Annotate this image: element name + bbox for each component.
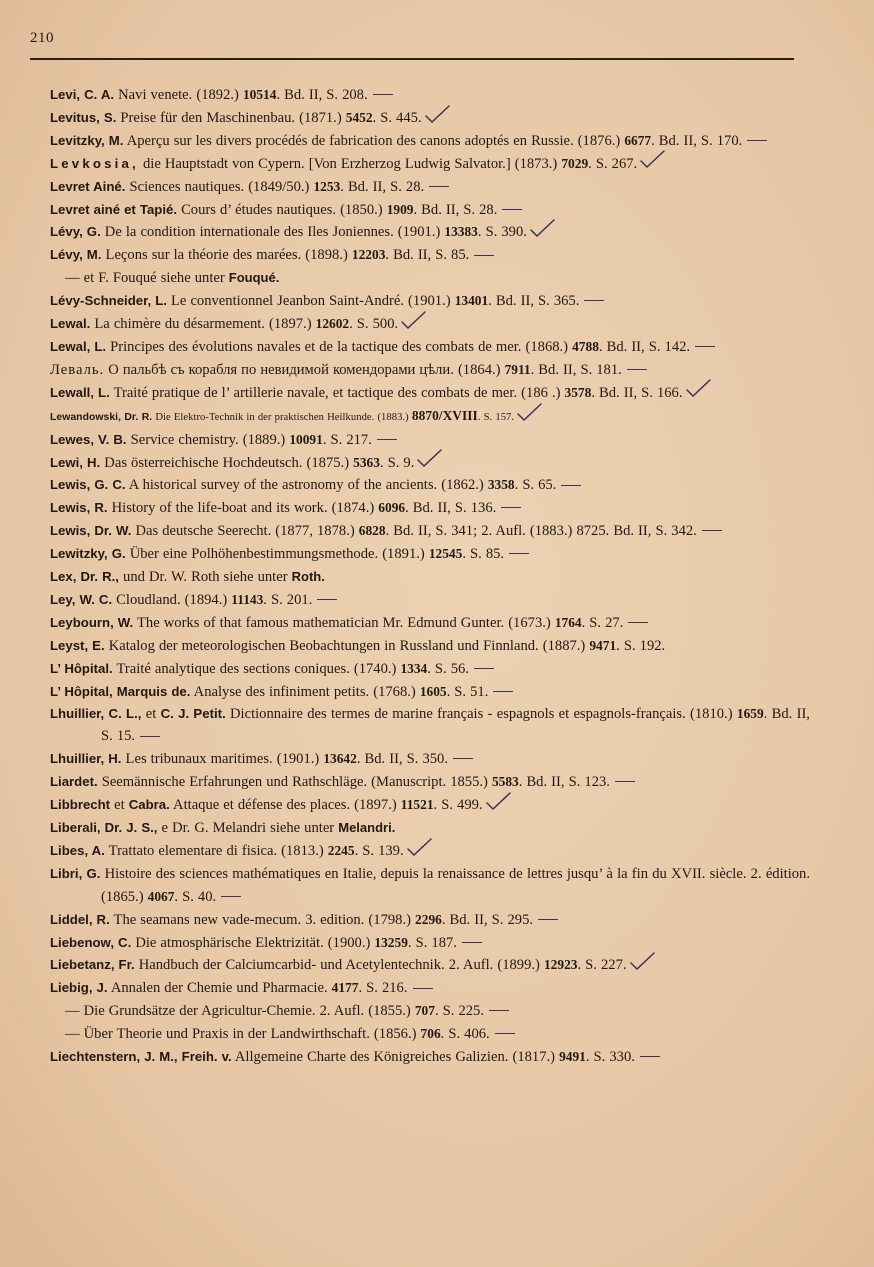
entry-title: die Hauptstadt von Cypern. [Von Erzherzog Ludwig Salvator.] (1873.) [142, 155, 558, 172]
index-entry [50, 452, 810, 475]
entry-author: Lex, Dr. R., [50, 569, 119, 585]
entry-catalog-number: 12203 [351, 247, 386, 263]
entry-title: Service chemistry. (1889.) [130, 431, 286, 448]
entry-title: Das österreichische Hochdeutsch. (1875.) [104, 454, 350, 471]
entry-author: Liechtenstern, J. M., Freih. v. [50, 1049, 232, 1065]
entry-text: — Über Theorie und Praxis in der Landwirthschaft. (1856.) [65, 1026, 417, 1043]
entry-author: Lewandowski, Dr. R. [50, 411, 153, 423]
index-entry [50, 909, 810, 932]
entry-author: Lhuillier, C. L., [50, 706, 142, 722]
pencil-dash-mark [462, 942, 482, 943]
index-entry [50, 658, 810, 681]
entry-catalog-number: 4788 [572, 338, 599, 354]
entry-title: A historical survey of the astronomy of the ancients. (1862.) [128, 477, 484, 494]
pencil-dash-mark [221, 896, 241, 897]
entry-catalog-number: 6677 [624, 132, 652, 148]
entry-location: . S. 225. [434, 1003, 484, 1020]
pencil-dash-mark [627, 369, 647, 370]
entry-location: . S. 201. [263, 591, 313, 608]
entry-catalog-number: 1909 [386, 201, 414, 217]
entry-text: — Die Grundsätze der Agricultur-Chemie. 2. Aufl. (1855.) [65, 1003, 411, 1020]
entry-title: Das deutsche Seerecht. (1877, 1878.) [135, 523, 355, 540]
index-entry [50, 543, 810, 566]
index-entry [50, 267, 810, 290]
pencil-dash-mark [413, 988, 433, 989]
entry-location: . S. 217. [322, 431, 372, 448]
entry-title: О пальбѣ съ корабля по невидимой комендорами цѣли. (1864.) [108, 361, 501, 378]
entry-catalog-number: 13259 [374, 934, 408, 950]
entry-author: Levitus, S. [50, 109, 117, 125]
pencil-dash-mark [495, 1033, 515, 1034]
pencil-dash-mark [474, 668, 494, 669]
entry-title: Navi venete. (1892.) [118, 87, 239, 103]
entry-author: Levitzky, M. [50, 132, 124, 148]
entry-title: History of the life-boat and its work. (1874.) [111, 500, 375, 517]
header-rule [30, 58, 794, 60]
entry-location: . Bd. II, S. 208. [276, 87, 368, 103]
entry-location: . S. 227. [577, 957, 627, 974]
entry-catalog-number: 4177 [331, 980, 359, 996]
entry-catalog-number: 12923 [543, 957, 578, 973]
entry-catalog-number: 10091 [289, 431, 323, 447]
entry-location: . S. 157. [477, 411, 515, 423]
entry-author: Lewall, L. [50, 384, 110, 400]
entry-author: Ley, W. C. [50, 591, 113, 607]
entry-title: Aperçu sur les divers procédés de fabrication des canons adoptés en Russie. (1876.) [126, 132, 621, 149]
pencil-dash-mark [615, 781, 635, 782]
entry-text: — et F. Fouqué siehe unter [65, 270, 225, 287]
pencil-dash-mark [509, 553, 529, 554]
entry-author: Леваль. [50, 361, 105, 378]
pencil-dash-mark [493, 691, 513, 692]
index-entry [50, 1023, 810, 1046]
entry-location: . S. 406. [440, 1026, 490, 1043]
entry-author: Levi, C. A. [50, 87, 115, 102]
entry-author: Libbrecht [50, 797, 111, 813]
entry-location: . Bd. II, S. 365. [488, 293, 580, 310]
entry-catalog-number: 11521 [400, 797, 434, 813]
entry-catalog-number: 1659 [736, 706, 764, 722]
index-entry [50, 382, 810, 405]
entry-title: Über eine Polhöhenbestimmungsmethode. (1891.) [129, 546, 425, 563]
entry-catalog-number: 6096 [378, 500, 406, 516]
pencil-dash-mark [501, 507, 521, 508]
entry-author: Lewis, R. [50, 500, 108, 516]
entry-catalog-number: 9471 [589, 637, 617, 653]
pencil-check-mark-icon [685, 379, 711, 397]
index-entry [50, 1000, 810, 1023]
index-entry [50, 635, 810, 658]
entry-location: . S. 9. [379, 454, 415, 471]
index-entry [50, 176, 810, 199]
entry-author: Liebetanz, Fr. [50, 957, 135, 973]
entry-catalog-number: 1253 [313, 178, 341, 194]
index-entry [50, 313, 810, 336]
entry-author: Lewis, Dr. W. [50, 523, 132, 539]
entry-catalog-number: 5583 [491, 774, 519, 790]
pencil-dash-mark [561, 485, 581, 486]
index-entry [50, 771, 810, 794]
pencil-dash-mark [702, 530, 722, 531]
index-entry [50, 954, 810, 977]
entry-location: . Bd. II, S. 166. [591, 384, 683, 401]
entry-catalog-number: 2296 [415, 911, 442, 927]
entry-catalog-number: 12602 [315, 316, 350, 332]
entry-author: Leyst, E. [50, 637, 105, 653]
entry-title: e Dr. G. Melandri siehe unter [161, 820, 335, 836]
entry-location: . Bd. II, S. 123. [518, 774, 610, 791]
index-entry [50, 612, 810, 635]
page-number: 210 [30, 30, 54, 46]
entry-title: et [145, 706, 157, 723]
entry-location: . S. 56. [427, 660, 469, 677]
entry-title: Allgemeine Charte des Königreiches Galizien. (1817.) [234, 1049, 556, 1066]
index-entry [50, 589, 810, 612]
index-entry [50, 840, 810, 863]
entry-location: . Bd. II, S. 170. [651, 132, 743, 149]
entry-location: . S. 500. [349, 316, 399, 333]
entry-location: . Bd. II, S. 85. [385, 247, 470, 264]
pencil-check-mark-icon [416, 449, 442, 467]
pencil-check-mark-icon [406, 838, 432, 856]
index-entry [50, 520, 810, 543]
pencil-dash-mark [628, 622, 648, 623]
index-entry [50, 863, 810, 909]
index-entry [50, 244, 810, 267]
entry-title: Les tribunaux maritimes. (1901.) [125, 751, 320, 768]
entry-author: Liddel, R. [50, 911, 110, 927]
entry-author: Liardet. [50, 774, 98, 790]
entry-location: . S. 139. [354, 842, 404, 859]
pencil-dash-mark [474, 255, 494, 256]
entry-catalog-number: 13383 [444, 224, 478, 240]
entry-author: Lévy, M. [50, 247, 102, 263]
entry-title: Traité pratique de l’ artillerie navale, et tactique des combats de mer. (186 .) [113, 384, 561, 401]
entry-cross-reference: Fouqué. [228, 270, 280, 286]
pencil-dash-mark [453, 758, 473, 759]
entry-title: Preise für den Maschinenbau. (1871.) [120, 109, 342, 126]
pencil-check-mark-icon [424, 105, 450, 123]
entry-author: Lewitzky, G. [50, 546, 126, 562]
entry-location: . S. 40. [174, 888, 217, 905]
entry-title: und Dr. W. Roth siehe unter [123, 569, 288, 586]
index-entry [50, 153, 810, 176]
index-entry [50, 566, 810, 589]
entry-catalog-number: 7911 [504, 361, 531, 377]
entry-title: Principes des évolutions navales et de la tactique des combats de mer. (1868.) [110, 338, 569, 355]
entry-title: Traité analytique des sections coniques. (1740.) [116, 660, 397, 677]
pencil-dash-mark [489, 1010, 509, 1011]
entry-title: Annalen der Chemie und Pharmacie. [110, 980, 328, 997]
entry-title: Die atmosphärische Elektrizität. (1900.) [135, 934, 371, 951]
pencil-dash-mark [747, 140, 767, 141]
pencil-dash-mark [538, 919, 558, 920]
entry-location: . S. 445. [372, 109, 422, 126]
entry-title: Histoire des sciences mathématiques en Italie, depuis la renaissance de lettres jusqu’ à la fin du XVII. siècle. 2. édition. (1865.) [101, 865, 810, 905]
entry-title: Cloudland. (1894.) [116, 591, 228, 608]
entry-catalog-number: 11143 [231, 591, 264, 607]
pencil-dash-mark [502, 209, 522, 210]
pencil-check-mark-icon [629, 952, 655, 970]
index-entry [50, 794, 810, 817]
entry-author: Lévy-Schneider, L. [50, 293, 167, 309]
index-entry [50, 107, 810, 130]
entry-title: Trattato elementare di fisica. (1813.) [108, 842, 324, 859]
entry-location: . S. 499. [433, 797, 483, 814]
index-entry [50, 932, 810, 955]
entry-catalog-number: 1764 [554, 614, 582, 630]
pencil-dash-mark [584, 300, 604, 301]
entry-location: . S. 216. [358, 980, 408, 997]
entry-catalog-number: 12545 [428, 546, 463, 562]
entry-author: L’ Hôpital. [50, 660, 113, 676]
entry-author: Levkosia, [50, 155, 139, 171]
entry-location: . Bd. II, S. 341; 2. Aufl. (1883.) 8725. Bd. II, S. 342. [385, 523, 697, 540]
index-entry [50, 290, 810, 313]
pencil-dash-mark [640, 1056, 660, 1057]
entry-location: . Bd. II, S. 28. [340, 178, 425, 195]
index-entry [50, 336, 810, 359]
entry-title: Leçons sur la théorie des marées. (1898.) [105, 247, 348, 264]
entry-title: Seemännische Erfahrungen und Rathschläge. (Manuscript. 1855.) [101, 774, 488, 791]
pencil-check-mark-icon [485, 792, 511, 810]
pencil-check-mark-icon [400, 311, 426, 329]
entry-title: Analyse des infiniment petits. (1768.) [193, 683, 416, 700]
entry-title: Cours d’ études nautiques. (1850.) [181, 201, 383, 218]
entry-catalog-number: 13401 [454, 293, 489, 309]
entry-title: Le conventionnel Jeanbon Saint-André. (1901.) [171, 293, 451, 310]
entry-title: Katalog der meteorologischen Beobachtungen in Russland und Finnland. (1887.) [108, 637, 586, 654]
entry-catalog-number: 7029 [561, 155, 589, 171]
index-entry [50, 497, 810, 520]
index-entry [50, 429, 810, 452]
entry-author: Liberali, Dr. J. S., [50, 820, 158, 835]
index-entry [50, 359, 810, 382]
entry-catalog-number: 3358 [487, 477, 515, 493]
entry-author: Levret Ainé. [50, 178, 126, 194]
entry-author: Lewal. [50, 316, 91, 332]
entry-location: . Bd. II, S. 142. [598, 338, 691, 355]
entry-author: Lewes, V. B. [50, 431, 127, 447]
entry-author: Libes, A. [50, 842, 105, 858]
entry-catalog-number: 2245 [327, 842, 355, 858]
entry-title: Dictionnaire des termes de marine français - espagnols et espagnols-français. (1810.) [230, 706, 733, 723]
entry-coauthor: C. J. Petit. [160, 706, 226, 722]
entry-title: Attaque et défense des places. (1897.) [173, 797, 397, 814]
entry-location: . Bd. II, S. 350. [356, 751, 449, 768]
entry-location: . S. 51. [446, 683, 489, 700]
entry-cross-reference: Roth. [291, 569, 325, 585]
index-entry [50, 748, 810, 771]
entry-catalog-number: 8870/XVIII [411, 407, 478, 423]
pencil-check-mark-icon [639, 150, 665, 168]
pencil-dash-mark [429, 186, 449, 187]
index-entry [50, 703, 810, 748]
entry-catalog-number: 9491 [559, 1049, 586, 1065]
entry-title: The seamans new vade-mecum. 3. edition. (1798.) [113, 911, 411, 928]
entry-author: Lewal, L. [50, 338, 107, 354]
entry-location: . Bd. II, S. 181. [530, 361, 622, 378]
index-entry [50, 84, 810, 107]
entry-catalog-number: 5363 [353, 454, 380, 470]
pencil-dash-mark [373, 94, 393, 95]
entry-author: Lévy, G. [50, 224, 101, 240]
entry-location: . S. 65. [514, 477, 557, 494]
entry-author: Lewis, G. C. [50, 477, 126, 493]
entry-coauthor: Cabra. [128, 797, 170, 813]
entry-location: . Bd. II, S. 295. [441, 911, 534, 928]
index-entry [50, 977, 810, 1000]
entry-author: Lewi, H. [50, 454, 101, 470]
entry-catalog-number: 706 [420, 1026, 441, 1042]
entry-author: Liebenow, C. [50, 934, 132, 950]
entry-location: . S. 192. [616, 637, 666, 654]
pencil-check-mark-icon [529, 219, 555, 237]
pencil-dash-mark [377, 439, 397, 440]
entry-catalog-number: 6828 [358, 523, 386, 539]
entry-author: Levret ainé et Tapié. [50, 201, 178, 217]
entry-title: Handbuch der Calciumcarbid- und Acetylentechnik. 2. Aufl. (1899.) [138, 957, 540, 974]
entry-location: . S. 267. [588, 155, 638, 172]
entry-location: . S. 390. [477, 224, 527, 241]
entry-author: Libri, G. [50, 865, 101, 881]
index-entry [50, 130, 810, 153]
index-entry [50, 681, 810, 704]
entry-catalog-number: 10514 [242, 87, 277, 102]
entry-location: . S. 187. [407, 934, 457, 951]
entry-title: The works of that famous mathematician Mr. Edmund Gunter. (1673.) [137, 614, 551, 631]
pencil-dash-mark [317, 599, 337, 600]
entry-catalog-number: 1334 [400, 660, 428, 676]
entry-cross-reference: Melandri. [338, 820, 396, 835]
entry-title: Sciences nautiques. (1849/50.) [129, 178, 310, 195]
entry-catalog-number: 1605 [419, 683, 447, 699]
index-entry [50, 817, 810, 840]
pencil-dash-mark [140, 736, 160, 737]
entry-catalog-number: 5452 [345, 109, 373, 125]
entry-author: Leybourn, W. [50, 614, 134, 630]
index-entry [50, 474, 810, 497]
entry-catalog-number: 13642 [323, 751, 357, 767]
entry-author: Liebig, J. [50, 980, 108, 996]
entry-location: . Bd. II, S. 15. [101, 706, 810, 745]
entry-location: . S. 85. [462, 546, 505, 563]
entry-title: et [114, 797, 125, 814]
entry-catalog-number: 707 [414, 1003, 435, 1019]
entry-location: . Bd. II, S. 28. [413, 201, 498, 218]
pencil-dash-mark [695, 346, 715, 347]
entry-catalog-number: 3578 [564, 384, 592, 400]
entry-title: De la condition internationale des Iles Joniennes. (1901.) [104, 224, 441, 241]
entry-title: Die Elektro-Technik in der praktischen Heilkunde. (1883.) [155, 411, 409, 423]
entry-location: . S. 330. [585, 1049, 635, 1066]
entry-author: Lhuillier, H. [50, 751, 122, 767]
entry-location: . S. 27. [581, 614, 624, 631]
index-entry [50, 405, 810, 429]
entry-author: L’ Hôpital, Marquis de. [50, 683, 191, 699]
entry-title: La chimère du désarmement. (1897.) [94, 316, 312, 333]
entry-location: . Bd. II, S. 136. [405, 500, 497, 517]
index-entry [50, 1046, 810, 1069]
pencil-check-mark-icon [516, 403, 542, 421]
entry-catalog-number: 4067 [147, 888, 175, 904]
index-entry [50, 221, 810, 244]
index-entry-list [50, 84, 810, 1069]
index-entry [50, 199, 810, 222]
